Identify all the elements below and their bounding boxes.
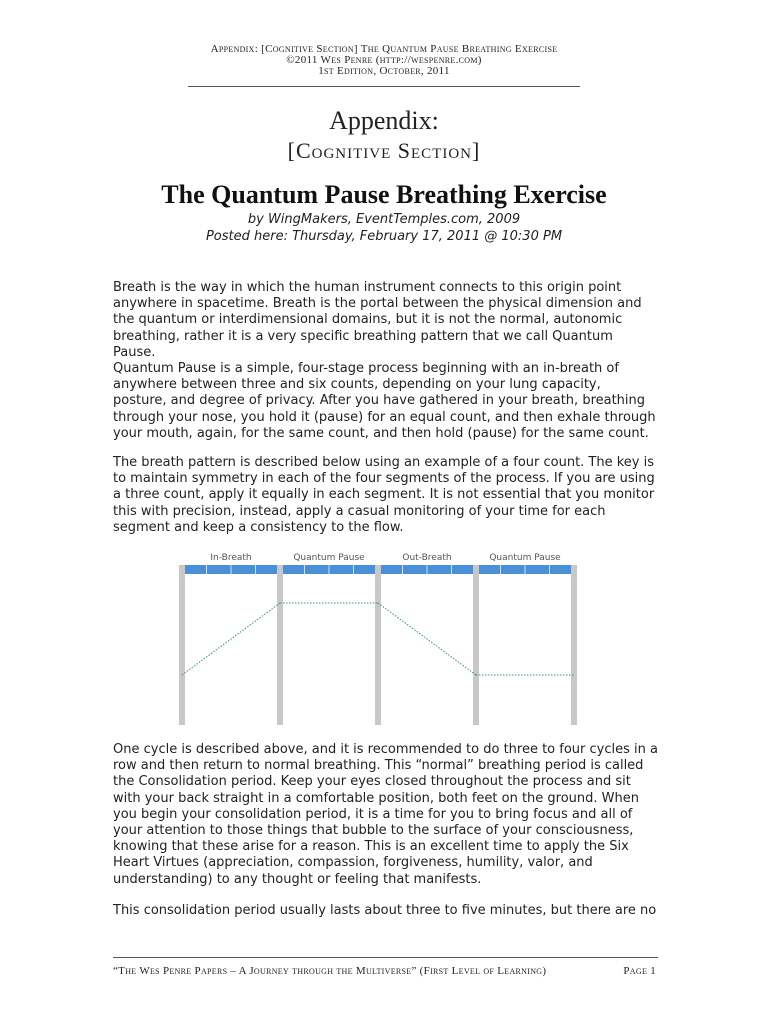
section-title: [Cognitive Section] [287,138,481,163]
byline: by WingMakers, EventTemples.com, 2009 [247,212,521,227]
segment-post [375,565,381,725]
segment-post [179,565,185,725]
breathing-pattern-diagram [178,549,588,725]
segment-label: Out-Breath [402,553,452,563]
header-rule [188,86,580,87]
header-line-3: 1st Edition, October, 2011 [318,65,450,77]
segment-label: Quantum Pause [293,553,365,563]
breath-line-segment [182,603,280,675]
page-number: Page 1 [623,965,656,977]
paragraph-3: The breath pattern is described below using an example of a four count. The key is to maintain symmetry in each of the four segments of the process. If you are using a three count, apply it equally in each segment. It is not essential that you monitor this with precision, instead, apply a casual monitoring of your time for each segment and keep a consistency to the flow. [113,455,655,535]
segment-label: In-Breath [210,553,252,563]
segment-label: Quantum Pause [489,553,561,563]
footer-title: “The Wes Penre Papers – A Journey through the Multiverse” (First Level of Learning) [113,965,547,977]
breath-line-segment [378,603,476,675]
segment-post [277,565,283,725]
page-title: The Quantum Pause Breathing Exercise [161,180,607,209]
posted-date: Posted here: Thursday, February 17, 2011 @ 10:30 PM [205,229,563,244]
footer-rule [113,957,658,958]
paragraph-4: One cycle is described above, and it is recommended to do three to four cycles in a row and then return to normal breathing. This “normal” breathing period is called the Consolidation period. Keep your eyes closed throughout the process and sit with your back straight in a comfortable position, both feet on the ground. When you begin your consolidation period, it is a time for you to bring focus and all of your attention to those things that bubble to the surface of your consciousness, knowing that these arise for a reason. This is an excellent time to apply the Six Heart Virtues (appreciation, compassion, forgiveness, humility, valor, and understanding) to any thought or feeling that manifests. [113,742,658,887]
appendix-title: Appendix: [329,106,439,135]
paragraph-5: This consolidation period usually lasts about three to five minutes, but there are no [113,903,657,918]
paragraph-2: Quantum Pause is a simple, four-stage process beginning with an in-breath of anywhere between three and six counts, depending on your lung capacity, posture, and degree of privacy. After you have gathered in your breath, breathing through your nose, you hold it (pause) for an equal count, and then exhale through your mouth, again, for the same count, and then hold (pause) for the same count. [113,361,656,441]
segment-post [473,565,479,725]
paragraph-1: Breath is the way in which the human instrument connects to this origin point anywhere in spacetime. Breath is the portal between the physical dimension and the quantum or interdimensional domains, but it is not the normal, autonomic breathing, rather it is a very specific breathing pattern that we call Quantum Pause. [113,280,642,360]
header-line-1: Appendix: [Cognitive Section] The Quantum Pause Breathing Exercise [210,43,558,55]
header-line-2: ©2011 Wes Penre (http://wespenre.com) [286,54,482,66]
segment-post [571,565,577,725]
running-header [0,44,768,77]
